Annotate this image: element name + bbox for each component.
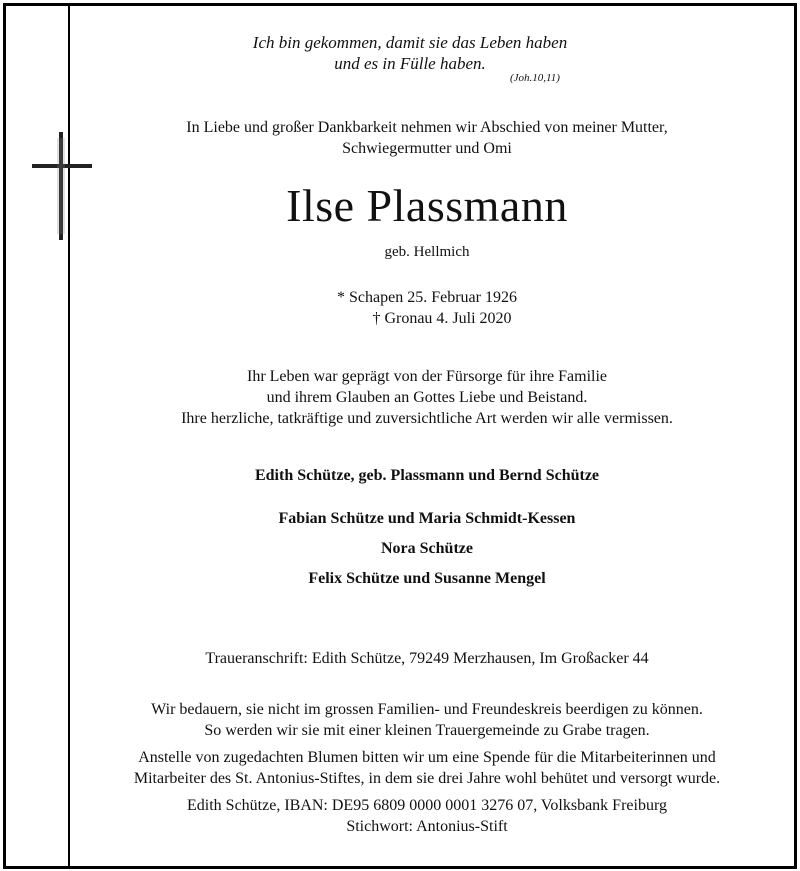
deceased-name: Ilse Plassmann [286, 180, 568, 231]
notice-line-2: So werden wir sie mit einer kleinen Trauergemeinde zu Grabe tragen. [204, 722, 650, 739]
life-dates [66, 287, 788, 329]
notice-line-1: Wir bedauern, sie nicht im grossen Familien- und Freundeskreis beerdigen zu können. [151, 701, 703, 718]
bible-verse [190, 32, 630, 74]
death-date: † Gronau 4. Juli 2020 [372, 310, 512, 327]
tribute-line-3: Ihre herzliche, tatkräftige und zuversichtliche Art werden wir alle vermissen. [181, 410, 673, 427]
intro-text [66, 117, 788, 159]
verse-line-1: Ich bin gekommen, damit sie das Leben haben [252, 33, 568, 52]
mourner-line-3: Nora Schütze [381, 540, 473, 557]
donation-keyword: Stichwort: Antonius-Stift [346, 818, 508, 835]
verse-reference: (Joh.10,11) [510, 72, 560, 84]
notice-text [66, 699, 788, 837]
mourner-line-2: Fabian Schütze und Maria Schmidt-Kessen [278, 510, 576, 527]
birth-name: geb. Hellmich [384, 244, 470, 260]
tribute-text [66, 366, 788, 429]
intro-line-2: Schwiegermutter und Omi [342, 140, 512, 157]
mourner-line-1: Edith Schütze, geb. Plassmann und Bernd Schütze [254, 467, 600, 484]
notice-line-3: Anstelle von zugedachten Blumen bitten wir um eine Spende für die Mitarbeiterinnen und [138, 749, 716, 766]
tribute-line-1: Ihr Leben war geprägt von der Fürsorge für ihre Familie [246, 368, 608, 385]
notice-line-4: Mitarbeiter des St. Antonius-Stiftes, in dem sie drei Jahre wohl behütet und versorgt wurde. [133, 770, 721, 787]
bank-details: Edith Schütze, IBAN: DE95 6809 0000 0001 3276 07, Volksbank Freiburg [187, 797, 667, 814]
tribute-line-2: und ihrem Glauben an Gottes Liebe und Beistand. [266, 389, 588, 406]
intro-line-1: In Liebe und großer Dankbarkeit nehmen wir Abschied von meiner Mutter, [186, 119, 668, 136]
mourner-line-4: Felix Schütze und Susanne Mengel [308, 570, 546, 587]
birth-date: * Schapen 25. Februar 1926 [337, 289, 517, 306]
verse-line-2: und es in Fülle haben. [334, 54, 486, 73]
mourning-address: Traueranschrift: Edith Schütze, 79249 Merzhausen, Im Großacker 44 [205, 650, 649, 667]
